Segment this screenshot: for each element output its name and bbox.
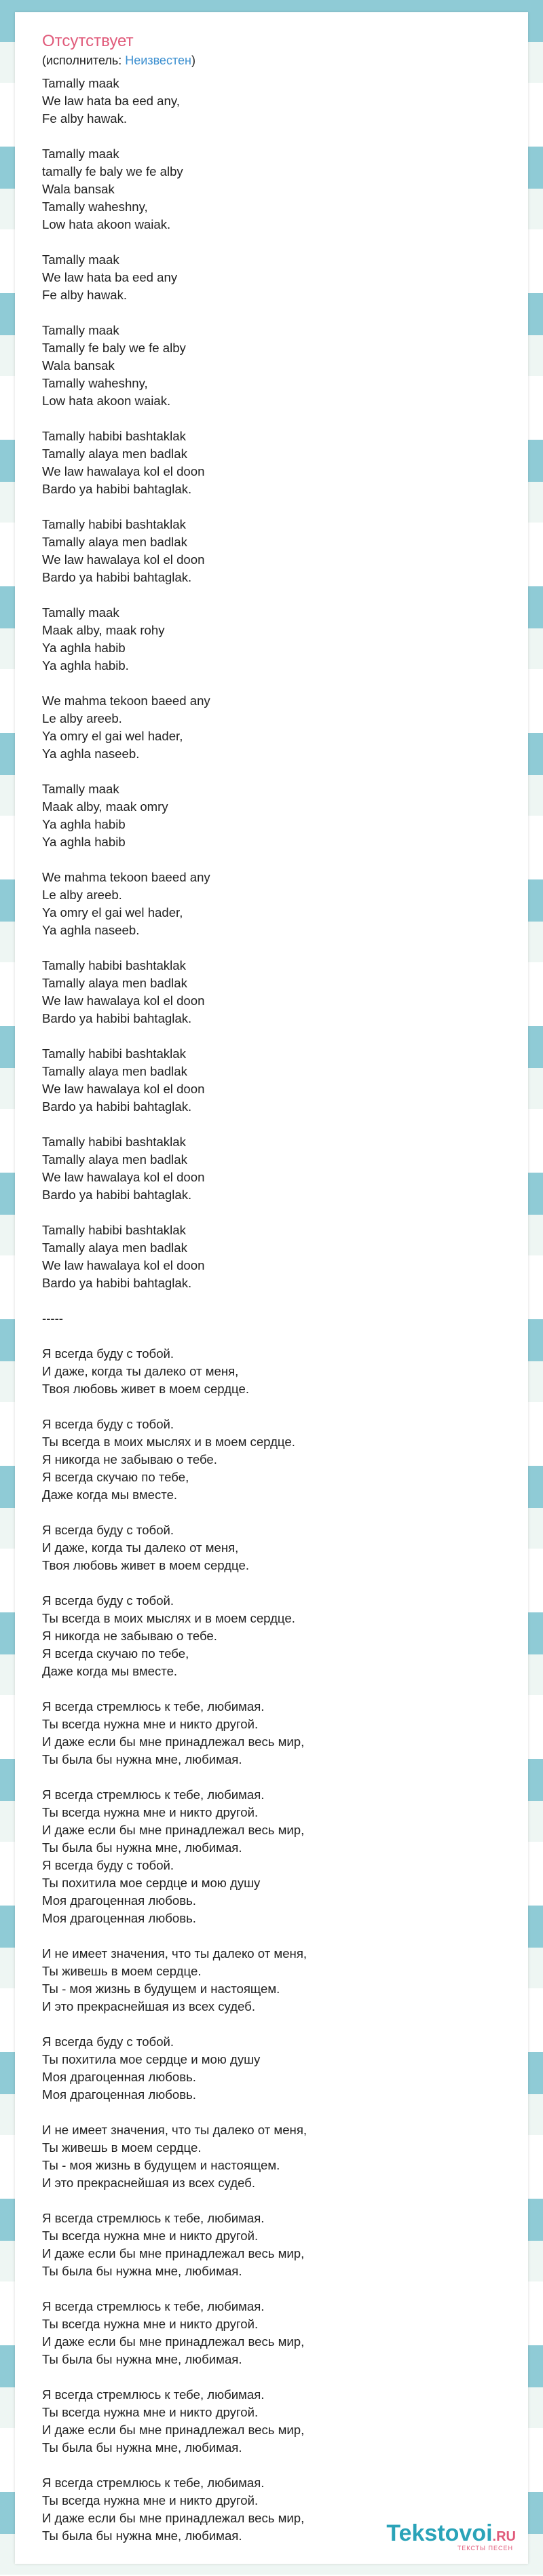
lyrics-line: Tamally habibi bashtaklak bbox=[42, 429, 186, 443]
lyrics-line: Ты - моя жизнь в будущем и настоящем. bbox=[42, 2158, 280, 2172]
lyrics-stanza bbox=[42, 2298, 531, 2368]
lyrics-line: Я всегда буду с тобой. bbox=[42, 1346, 174, 1361]
lyrics-line: И даже, когда ты далеко от меня, bbox=[42, 1364, 239, 1378]
lyrics-line: Bardo ya habibi bahtaglak. bbox=[42, 570, 192, 584]
lyrics-line: Maak alby, maak rohy bbox=[42, 623, 165, 637]
song-title: Отсутствует bbox=[42, 32, 134, 50]
lyrics-line: Я всегда стремлюсь к тебе, любимая. bbox=[42, 1699, 265, 1713]
lyrics-line: И это прекраснейшая из всех судеб. bbox=[42, 1999, 255, 2013]
lyrics-line: Low hata akoon waiak. bbox=[42, 217, 171, 231]
artist-line bbox=[42, 53, 531, 68]
lyrics-line: И даже если бы мне принадлежал весь мир, bbox=[42, 2246, 305, 2260]
lyrics-line: Maak alby, maak omry bbox=[42, 799, 168, 814]
artist-prefix: (исполнитель: bbox=[42, 54, 126, 67]
lyrics-line: Tamally habibi bashtaklak bbox=[42, 958, 186, 972]
artist-suffix: ) bbox=[191, 54, 195, 67]
lyrics-stanza bbox=[42, 1521, 531, 1574]
lyrics-line: Ты была бы нужна мне, любимая. bbox=[42, 2352, 242, 2366]
lyrics-stanza bbox=[42, 1045, 531, 1116]
lyrics-stanza bbox=[42, 2386, 531, 2457]
lyrics-stanza bbox=[42, 1945, 531, 2015]
lyrics-line: Ya aghla naseeb. bbox=[42, 923, 140, 937]
lyrics-line: We law hawalaya kol el doon bbox=[42, 1170, 205, 1184]
lyrics-line: Ты всегда нужна мне и никто другой. bbox=[42, 2317, 259, 2331]
lyrics-line: Tamally habibi bashtaklak bbox=[42, 1135, 186, 1149]
lyrics-stanza bbox=[42, 2210, 531, 2280]
lyrics-line: Я всегда стремлюсь к тебе, любимая. bbox=[42, 1787, 265, 1802]
lyrics-line: Ya aghla naseeb. bbox=[42, 746, 140, 761]
lyrics-content bbox=[42, 31, 531, 2562]
lyrics-line: Я всегда скучаю по тебе, bbox=[42, 1646, 189, 1661]
lyrics-line: Le alby areeb. bbox=[42, 888, 122, 902]
lyrics-line: Le alby areeb. bbox=[42, 711, 122, 725]
lyrics-stanza bbox=[42, 1221, 531, 1292]
artist-link[interactable]: Неизвестен bbox=[125, 54, 191, 67]
lyrics-stanza bbox=[42, 145, 531, 233]
lyrics-line: Ты была бы нужна мне, любимая. bbox=[42, 2528, 242, 2543]
lyrics-line: И даже если бы мне принадлежал весь мир, bbox=[42, 2511, 305, 2525]
lyrics-line: Tamally habibi bashtaklak bbox=[42, 1223, 186, 1237]
lyrics-line: Bardo ya habibi bahtaglak. bbox=[42, 1099, 192, 1114]
lyrics-stanza bbox=[42, 251, 531, 304]
logo-tagline: ТЕКСТЫ ПЕСЕН bbox=[457, 2545, 513, 2552]
lyrics-line: Ты живешь в моем сердце. bbox=[42, 2140, 202, 2155]
lyrics-stanza bbox=[42, 1698, 531, 1768]
lyrics-line: Tamally alaya men badlak bbox=[42, 1152, 187, 1167]
lyrics-line: Ты всегда в моих мыслях и в моем сердце. bbox=[42, 1611, 295, 1625]
lyrics-stanza bbox=[42, 322, 531, 410]
lyrics-line: Твоя любовь живет в моем сердце. bbox=[42, 1558, 250, 1572]
lyrics-line: We law hawalaya kol el doon bbox=[42, 1082, 205, 1096]
lyrics-line: We law hawalaya kol el doon bbox=[42, 552, 205, 567]
lyrics-line: We mahma tekoon baeed any bbox=[42, 694, 210, 708]
lyrics-line: Я всегда буду с тобой. bbox=[42, 1593, 174, 1608]
lyrics-line: Bardo ya habibi bahtaglak. bbox=[42, 1011, 192, 1025]
lyrics-line: Даже когда мы вместе. bbox=[42, 1488, 178, 1502]
lyrics-line: Ты - моя жизнь в будущем и настоящем. bbox=[42, 1982, 280, 1996]
lyrics-line: Ты всегда нужна мне и никто другой. bbox=[42, 2493, 259, 2507]
lyrics-stanza bbox=[42, 428, 531, 498]
lyrics-line: Моя драгоценная любовь. bbox=[42, 1911, 196, 1925]
lyrics-line: Bardo ya habibi bahtaglak. bbox=[42, 482, 192, 496]
lyrics-line: Твоя любовь живет в моем сердце. bbox=[42, 1382, 250, 1396]
lyrics-line: Fe alby hawak. bbox=[42, 111, 128, 126]
lyrics-stanza bbox=[42, 516, 531, 586]
lyrics-line: Tamally maak bbox=[42, 252, 119, 267]
lyrics-line: We law hawalaya kol el doon bbox=[42, 1258, 205, 1272]
lyrics-line: Tamally alaya men badlak bbox=[42, 1240, 187, 1255]
lyrics-stanza bbox=[42, 780, 531, 851]
lyrics-line: И не имеет значения, что ты далеко от меня, bbox=[42, 1946, 307, 1961]
lyrics-line: Ты была бы нужна мне, любимая. bbox=[42, 1752, 242, 1766]
lyrics-line: Ты всегда нужна мне и никто другой. bbox=[42, 1805, 259, 1819]
lyrics-stanza bbox=[42, 957, 531, 1027]
lyrics-line: Моя драгоценная любовь. bbox=[42, 1893, 196, 1908]
logo-name: Tekstovoi bbox=[386, 2520, 493, 2546]
lyrics-line: И даже если бы мне принадлежал весь мир, bbox=[42, 1735, 305, 1749]
lyrics-line: Tamally maak bbox=[42, 323, 119, 337]
lyrics-line: We mahma tekoon baeed any bbox=[42, 870, 210, 884]
lyrics-line: Ты похитила мое сердце и мою душу bbox=[42, 2052, 261, 2066]
lyrics-stanza bbox=[42, 2033, 531, 2104]
lyrics-card bbox=[15, 12, 528, 2564]
lyrics-line: Ты была бы нужна мне, любимая. bbox=[42, 2264, 242, 2278]
lyrics-line: Я никогда не забываю о тебе. bbox=[42, 1629, 217, 1643]
lyrics-line: Fe alby hawak. bbox=[42, 288, 128, 302]
lyrics-line: Я всегда стремлюсь к тебе, любимая. bbox=[42, 2299, 265, 2313]
lyrics-divider: ----- bbox=[42, 1311, 63, 1325]
lyrics-line: We law hata ba eed any, bbox=[42, 94, 180, 108]
lyrics-line: Моя драгоценная любовь. bbox=[42, 2070, 196, 2084]
lyrics-line: Tamally waheshny, bbox=[42, 200, 148, 214]
lyrics-line: Ты всегда нужна мне и никто другой. bbox=[42, 1717, 259, 1731]
lyrics-stanza bbox=[42, 869, 531, 939]
lyrics-line: Я всегда стремлюсь к тебе, любимая. bbox=[42, 2211, 265, 2225]
lyrics-line: И даже если бы мне принадлежал весь мир, bbox=[42, 2423, 305, 2437]
lyrics-line: И не имеет значения, что ты далеко от меня, bbox=[42, 2123, 307, 2137]
lyrics-line: Ты всегда нужна мне и никто другой. bbox=[42, 2229, 259, 2243]
lyrics-line: Ya omry el gai wel hader, bbox=[42, 905, 183, 920]
lyrics-line: Tamally maak bbox=[42, 605, 119, 620]
lyrics-line: Я всегда буду с тобой. bbox=[42, 2034, 174, 2049]
lyrics-line: Tamally alaya men badlak bbox=[42, 1064, 187, 1078]
lyrics-line: Я всегда буду с тобой. bbox=[42, 1523, 174, 1537]
lyrics-stanza bbox=[42, 1345, 531, 1398]
lyrics-line: Даже когда мы вместе. bbox=[42, 1664, 178, 1678]
lyrics-line: И даже, когда ты далеко от меня, bbox=[42, 1540, 239, 1555]
lyrics-line: We law hawalaya kol el doon bbox=[42, 993, 205, 1008]
logo-tld: .RU bbox=[492, 2529, 516, 2544]
lyrics-stanza bbox=[42, 1592, 531, 1680]
lyrics-line: Tamally habibi bashtaklak bbox=[42, 1046, 186, 1061]
lyrics-line: tamally fe baly we fe alby bbox=[42, 164, 183, 178]
lyrics-line: We law hawalaya kol el doon bbox=[42, 464, 205, 478]
lyrics-line: Ты живешь в моем сердце. bbox=[42, 1964, 202, 1978]
lyrics-line: Я никогда не забываю о тебе. bbox=[42, 1452, 217, 1466]
site-logo[interactable] bbox=[386, 2519, 516, 2554]
lyrics-line: И даже если бы мне принадлежал весь мир, bbox=[42, 1823, 305, 1837]
lyrics-line: Ты была бы нужна мне, любимая. bbox=[42, 1840, 242, 1855]
lyrics-stanza bbox=[42, 692, 531, 763]
lyrics-line: We law hata ba eed any bbox=[42, 270, 178, 284]
lyrics-line: Tamally waheshny, bbox=[42, 376, 148, 390]
lyrics-line: Tamally maak bbox=[42, 76, 119, 90]
lyrics-line: Tamally habibi bashtaklak bbox=[42, 517, 186, 531]
lyrics-line: И это прекраснейшая из всех судеб. bbox=[42, 2176, 255, 2190]
lyrics-line: Я всегда стремлюсь к тебе, любимая. bbox=[42, 2476, 265, 2490]
lyrics-stanza bbox=[42, 604, 531, 675]
lyrics-stanza bbox=[42, 1786, 531, 1927]
lyrics-line: И даже если бы мне принадлежал весь мир, bbox=[42, 2334, 305, 2349]
lyrics-stanza bbox=[42, 1416, 531, 1504]
lyrics-line: Я всегда стремлюсь к тебе, любимая. bbox=[42, 2387, 265, 2402]
lyrics-line: Ты всегда в моих мыслях и в моем сердце. bbox=[42, 1435, 295, 1449]
lyrics-line: Ты была бы нужна мне, любимая. bbox=[42, 2440, 242, 2455]
lyrics-line: Tamally alaya men badlak bbox=[42, 535, 187, 549]
lyrics-line: Я всегда буду с тобой. bbox=[42, 1858, 174, 1872]
lyrics-line: Wala bansak bbox=[42, 358, 115, 373]
lyrics-line: Ya aghla habib bbox=[42, 641, 126, 655]
lyrics-line: Ты похитила мое сердце и мою душу bbox=[42, 1876, 261, 1890]
lyrics-line: Bardo ya habibi bahtaglak. bbox=[42, 1188, 192, 1202]
lyrics-line: Tamally alaya men badlak bbox=[42, 447, 187, 461]
lyrics-line: Ya omry el gai wel hader, bbox=[42, 729, 183, 743]
lyrics-line: Я всегда скучаю по тебе, bbox=[42, 1470, 189, 1484]
lyrics-line: Tamally alaya men badlak bbox=[42, 976, 187, 990]
lyrics-line: Bardo ya habibi bahtaglak. bbox=[42, 1276, 192, 1290]
lyrics-stanza bbox=[42, 2121, 531, 2192]
lyrics-line: Ты всегда нужна мне и никто другой. bbox=[42, 2405, 259, 2419]
lyrics-line: Low hata akoon waiak. bbox=[42, 394, 171, 408]
lyrics-line: Я всегда буду с тобой. bbox=[42, 1417, 174, 1431]
lyrics-text bbox=[42, 75, 531, 2545]
lyrics-line: Ya aghla habib. bbox=[42, 658, 129, 673]
lyrics-line: Ya aghla habib bbox=[42, 835, 126, 849]
lyrics-stanza bbox=[42, 1133, 531, 1204]
lyrics-line: Ya aghla habib bbox=[42, 817, 126, 831]
lyrics-line: Wala bansak bbox=[42, 182, 115, 196]
lyrics-stanza bbox=[42, 75, 531, 128]
lyrics-line: Tamally fe baly we fe alby bbox=[42, 341, 186, 355]
lyrics-line: Tamally maak bbox=[42, 782, 119, 796]
lyrics-line: Tamally maak bbox=[42, 147, 119, 161]
lyrics-line: Моя драгоценная любовь. bbox=[42, 2087, 196, 2102]
